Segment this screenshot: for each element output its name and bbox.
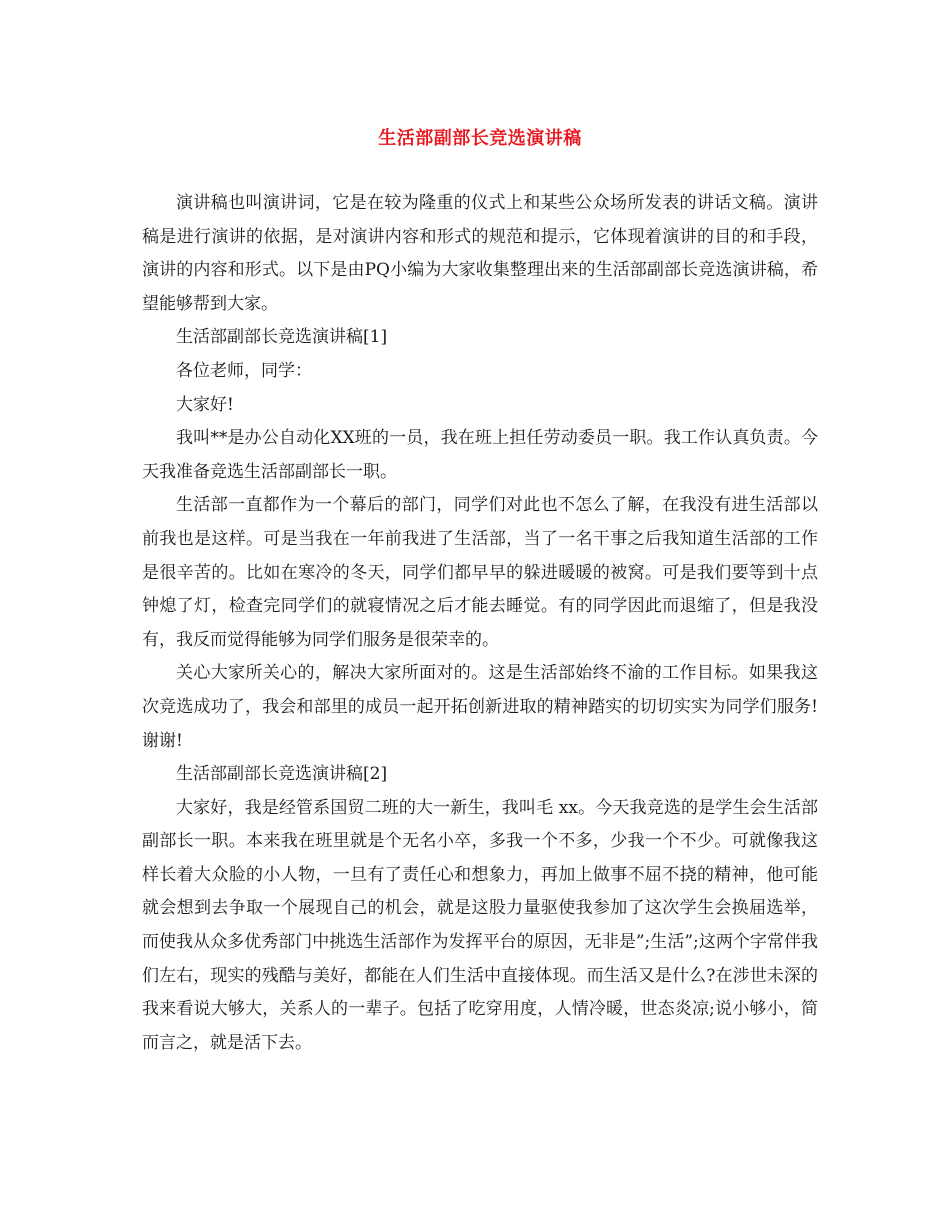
paragraph-intro: 演讲稿也叫演讲词，它是在较为隆重的仪式上和某些公众场所发表的讲话文稿。演讲稿是进行演讲的依据，是对演讲内容和形式的规范和提示，它体现着演讲的目的和手段，演讲的内容和形式。以下是由PQ小编为大家收集整理出来的生活部副部长竞选演讲稿，希望能够帮到大家。 — [142, 193, 818, 314]
paragraph-department: 生活部一直都作为一个幕后的部门，同学们对此也不怎么了解，在我没有进生活部以前我也是这样。可是当我在一年前我进了生活部，当了一名干事之后我知道生活部的工作是很辛苦的。比如在寒冷的冬天，同学们都早早的躲进暖暖的被窝。可是我们要等到十点钟熄了灯，检查完同学们的就寝情况之后才能去睡觉。有的同学因此而退缩了，但是我没有，我反而觉得能够为同学们服务是很荣幸的。 — [142, 495, 818, 650]
paragraph-salutation: 各位老师，同学： — [176, 360, 312, 381]
paragraph-heading-2: 生活部副部长竞选演讲稿[2] — [176, 764, 388, 785]
document-title: 生活部副部长竞选演讲稿 — [378, 128, 582, 149]
document-body — [142, 187, 818, 1060]
paragraph-greeting: 大家好! — [176, 394, 234, 415]
paragraph-speech-2: 大家好，我是经管系国贸二班的大一新生，我叫毛 xx。今天我竞选的是学生会生活部副部长一职。本来我在班里就是个无名小卒，多我一个不多，少我一个不少。可就像我这样长着大众脸的小人物，一旦有了责任心和想象力，再加上做事不屈不挠的精神，他可能就会想到去争取一个展现自己的机会，就是这股力量驱使我参加了这次学生会换届选举，而使我从众多优秀部门中挑选生活部作为发挥平台的原因，无非是”;生活”;这两个字常伴我们左右，现实的残酷与美好，都能在人们生活中直接体现。而生活又是什么?在涉世未深的我来看说大够大，关系人的一辈子。包括了吃穿用度，人情冷暖，世态炎凉;说小够小，简而言之，就是活下去。 — [142, 797, 818, 1053]
paragraph-heading-1: 生活部副部长竞选演讲稿[1] — [176, 327, 388, 348]
paragraph-goal: 关心大家所关心的，解决大家所面对的。这是生活部始终不渝的工作目标。如果我这次竞选成功了，我会和部里的成员一起开拓创新进取的精神踏实的切切实实为同学们服务!谢谢! — [142, 663, 818, 751]
paragraph-self-intro: 我叫**是办公自动化XX班的一员，我在班上担任劳动委员一职。我工作认真负责。今天我准备竞选生活部副部长一职。 — [142, 428, 818, 482]
